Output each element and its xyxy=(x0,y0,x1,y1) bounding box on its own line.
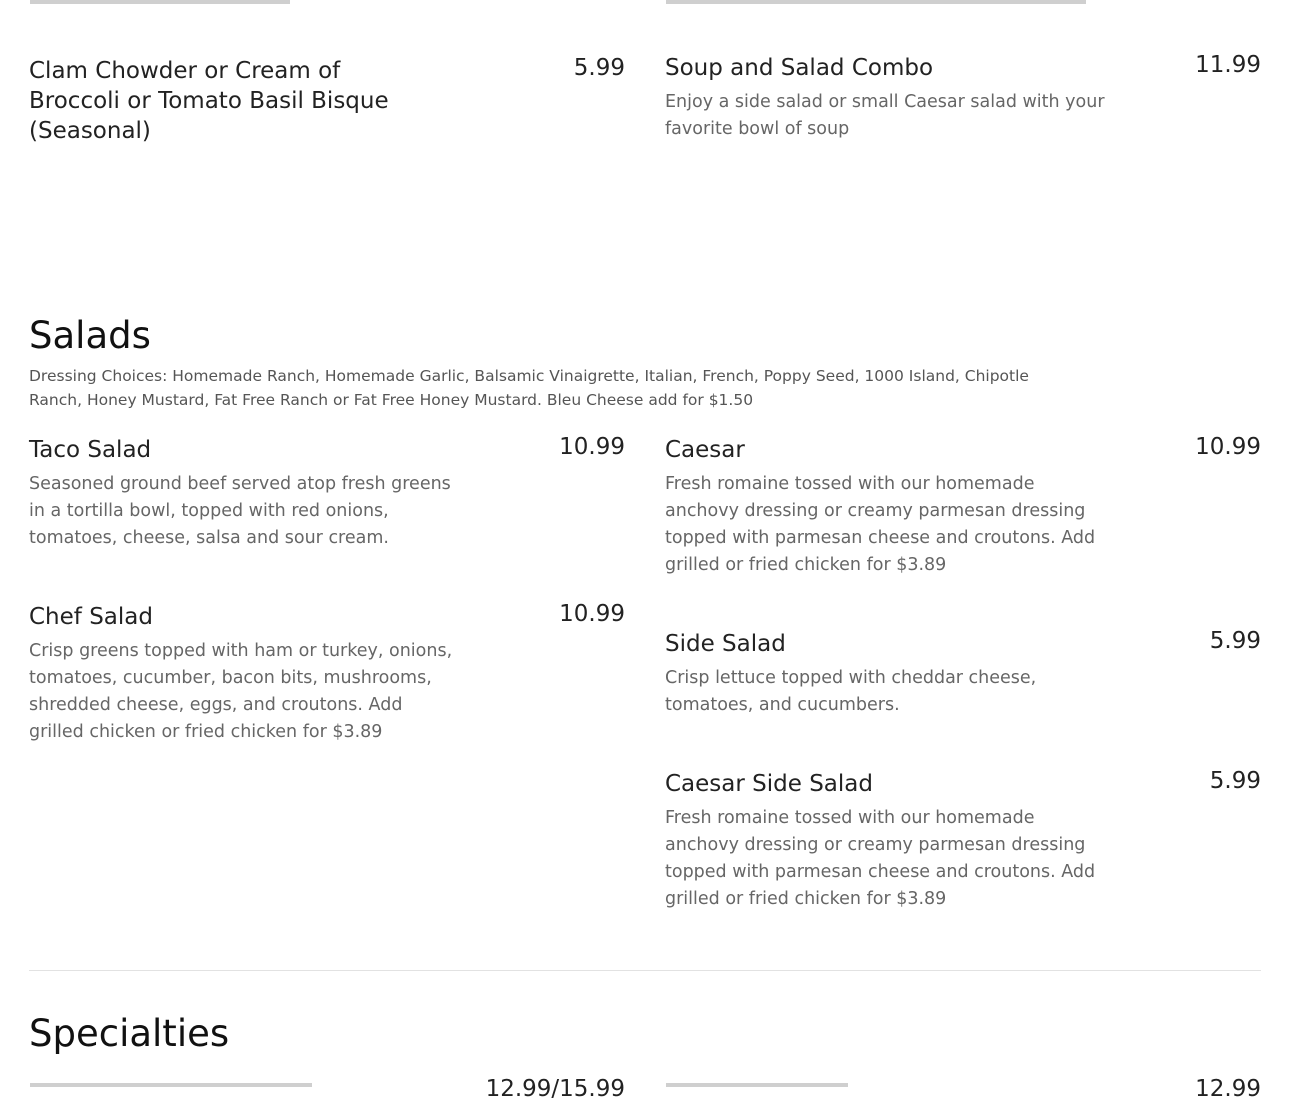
menu-item-clam-chowder xyxy=(29,56,625,156)
menu-item-description: Fresh romaine tossed with our homemade anchovy dressing or creamy parmesan dressing topped with parmesan cheese and croutons. Add grilled or fried chicken for $3.89 xyxy=(665,808,1096,909)
cut-off-item-name-left xyxy=(30,1083,312,1087)
menu-item-description: Fresh romaine tossed with our homemade anchovy dressing or creamy parmesan dressing topped with parmesan cheese and croutons. Add grilled or fried chicken for $3.89 xyxy=(665,474,1096,575)
menu-item-price: 10.99 xyxy=(1195,434,1261,460)
menu-item-description: Seasoned ground beef served atop fresh greens in a tortilla bowl, topped with red onions, tomatoes, cheese, salsa and sour cream. xyxy=(29,474,451,548)
menu-item-description: Crisp lettuce topped with cheddar cheese, tomatoes, and cucumbers. xyxy=(665,668,1037,715)
menu-item-price: 11.99 xyxy=(1195,52,1261,78)
cut-off-item-price-right: 12.99 xyxy=(1195,1076,1261,1102)
menu-item-price: 5.99 xyxy=(1209,768,1261,794)
menu-item-soup-salad-combo xyxy=(665,53,1261,153)
cut-off-text-top-right xyxy=(666,0,1086,4)
menu-item-price: 5.99 xyxy=(1209,628,1261,654)
cut-off-text-top-left xyxy=(30,0,290,4)
cut-off-item-name-right xyxy=(666,1083,848,1087)
menu-item-price: 5.99 xyxy=(573,55,625,81)
section-title-salads: Salads xyxy=(29,314,151,357)
menu-item-name: Side Salad xyxy=(665,631,786,657)
cut-off-item-price-left: 12.99/15.99 xyxy=(485,1076,625,1102)
menu-item-name: Taco Salad xyxy=(29,437,152,463)
menu-item-name: Clam Chowder or Cream of Broccoli or Tomato Basil Bisque (Seasonal) xyxy=(29,58,389,144)
menu-item-description: Enjoy a side salad or small Caesar salad with your favorite bowl of soup xyxy=(665,92,1105,139)
menu-item-taco-salad xyxy=(29,435,625,565)
menu-item-chef-salad xyxy=(29,602,625,762)
section-divider xyxy=(29,970,1261,971)
menu-item-name: Caesar xyxy=(665,437,745,463)
menu-item-side-salad xyxy=(665,629,1261,729)
menu-item-price: 10.99 xyxy=(559,434,625,460)
menu-item-name: Caesar Side Salad xyxy=(665,771,873,797)
menu-item-description: Crisp greens topped with ham or turkey, onions, tomatoes, cucumber, bacon bits, mushrooms, shredded cheese, eggs, and croutons. Add grilled chicken or fried chicken for $3.89 xyxy=(29,641,453,742)
dressing-choices-note: Dressing Choices: Homemade Ranch, Homemade Garlic, Balsamic Vinaigrette, Italian, French, Poppy Seed, 1000 Island, Chipotle Ranch, Honey Mustard, Fat Free Ranch or Fat Free Honey Mustard. Bleu Cheese add for $1.50 xyxy=(29,367,1029,409)
section-title-specialties: Specialties xyxy=(29,1012,230,1055)
menu-item-name: Chef Salad xyxy=(29,604,153,630)
menu-item-caesar xyxy=(665,435,1261,595)
menu-item-name: Soup and Salad Combo xyxy=(665,55,934,81)
menu-item-caesar-side-salad xyxy=(665,769,1261,929)
menu-item-price: 10.99 xyxy=(559,601,625,627)
